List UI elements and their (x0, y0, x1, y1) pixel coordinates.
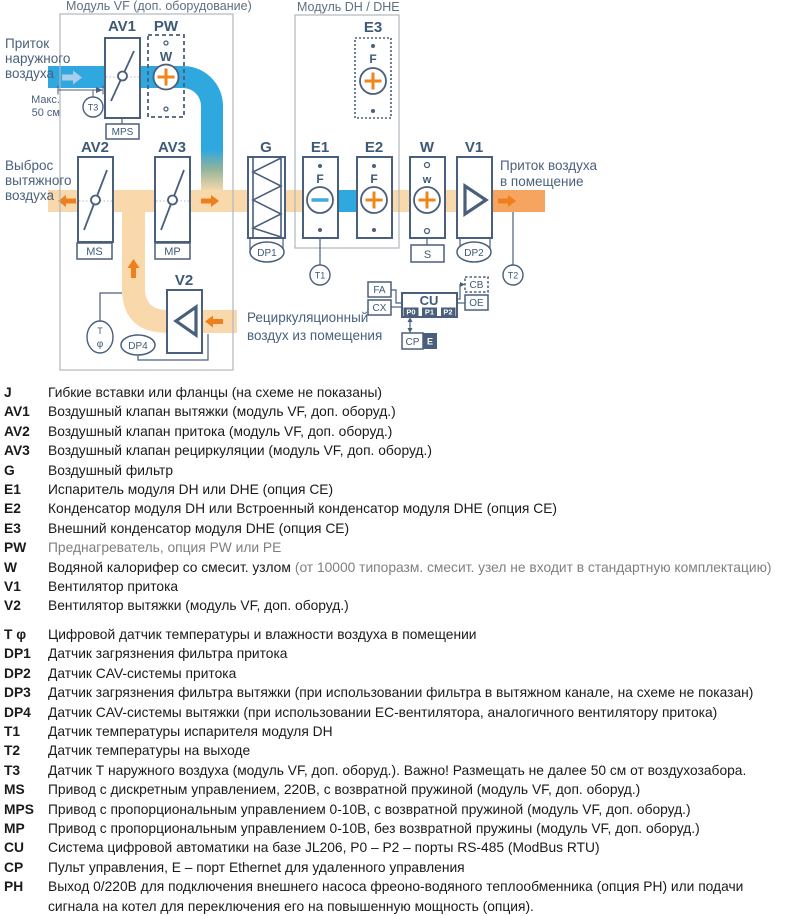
supply-label-line1: Приток воздуха (500, 158, 597, 173)
legend-key: J (4, 385, 12, 400)
legend-description: Датчик CAV-системы вытяжки (при использовании EC-вентилятора, аналогичного вентилятору притока) (48, 704, 718, 720)
label-av1: AV1 (107, 18, 137, 35)
label-v1: V1 (464, 139, 484, 156)
legend-row (4, 877, 794, 916)
legend-key: DP2 (4, 665, 31, 681)
legend-row (4, 800, 794, 819)
legend-description: Датчик CAV-системы притока (48, 665, 237, 681)
legend-description: Внешний конденсатор модуля DHE (опция CE) (48, 520, 350, 536)
legend-key: V1 (4, 579, 21, 595)
legend-description: Датчик загрязнения фильтра притока (48, 646, 288, 662)
e1-f-letter: F (316, 172, 324, 186)
legend-key: DP1 (4, 646, 31, 662)
damper-av3 (155, 157, 190, 242)
legend-description: Вентилятор притока (48, 579, 179, 595)
supply-fan-v1 (457, 157, 492, 238)
legend-row (4, 402, 794, 421)
damper-av2 (78, 157, 113, 242)
legend-description: Датчик температуры испарителя модуля DH (48, 723, 333, 739)
legend-key: MS (4, 782, 25, 798)
intake-label-line3: воздуха (5, 66, 55, 81)
fa-label: FA (373, 285, 386, 296)
label-w: W (419, 139, 435, 156)
legend-description: Воздушный клапан притока (модуль VF, доп. оборуд.) (48, 423, 393, 439)
legend-key: E3 (4, 520, 21, 536)
label-v2: V2 (174, 272, 194, 289)
sensor-t3-label: T3 (87, 102, 99, 113)
oe-label: OE (469, 298, 484, 309)
legend-row (4, 480, 794, 499)
condenser-e2 (357, 157, 392, 238)
intake-label-line1: Приток (5, 36, 50, 51)
legend-row (4, 422, 794, 441)
legend-key: Т φ (4, 626, 27, 642)
legend (0, 380, 800, 916)
exhaust-fan-v2 (167, 290, 202, 353)
legend-key: CU (4, 840, 24, 856)
legend-key: T2 (4, 743, 21, 759)
legend-row (4, 780, 794, 799)
legend-row (4, 644, 794, 663)
legend-key: AV1 (4, 404, 30, 420)
legend-row (4, 838, 794, 857)
label-av2: AV2 (80, 139, 110, 156)
recirc-label-line2: воздух из помещения (247, 328, 383, 343)
legend-key: AV2 (4, 423, 30, 439)
port-p0-label: P0 (406, 307, 416, 317)
max-distance-label-line1: Макс. (31, 94, 60, 106)
evaporator-e1 (303, 157, 338, 238)
mixing-unit-s-label: S (423, 249, 432, 261)
legend-key: G (4, 462, 15, 478)
legend-description (48, 538, 794, 557)
label-e1: E1 (310, 139, 330, 156)
legend-description: Воздушный фильтр (48, 462, 174, 478)
pw-w-letter: W (159, 49, 173, 64)
module-dh-title: Модуль DH / DHE (297, 0, 400, 14)
legend-description: Датчик загрязнения фильтра вытяжки (при использовании фильтра в вытяжном канале, на схеме не показан) (48, 685, 754, 701)
legend-description: Гибкие вставки или фланцы (на схеме не показаны) (48, 385, 382, 400)
preheater-pw (148, 35, 184, 117)
sensor-t-phi-phi: φ (96, 339, 104, 350)
port-p2-label: P2 (443, 307, 453, 317)
sensor-dp4-label: DP4 (128, 341, 148, 352)
e2-f-letter: F (370, 172, 378, 186)
sensor-dp2-label: DP2 (464, 248, 484, 259)
legend-description: Воздушный клапан вытяжки (модуль VF, доп. оборуд.) (48, 404, 396, 420)
legend-description: Вентилятор вытяжки (модуль VF, доп. оборуд.) (48, 598, 349, 614)
legend-row (4, 664, 794, 683)
legend-description: Пульт управления, Е – порт Ethernet для удаленного управления (48, 859, 465, 875)
label-e3: E3 (363, 19, 383, 36)
legend-description: Конденсатор модуля DH или Встроенный конденсатор модуля DHE (опция CE) (48, 501, 558, 517)
exhaust-label-line3: воздуха (5, 188, 55, 203)
legend-row (4, 558, 794, 577)
actuator-ms-label: MS (86, 246, 103, 258)
legend-key: E1 (4, 482, 21, 498)
legend-key: PH (4, 879, 24, 895)
legend-row (4, 625, 794, 644)
label-g: G (260, 139, 272, 156)
sensor-t1-label: T1 (314, 270, 326, 281)
max-distance-label-line2: 50 см (31, 107, 60, 119)
sensor-t-phi-t: Т (97, 326, 103, 336)
module-vf-title: Модуль VF (доп. оборудование) (66, 0, 252, 13)
cold-duct-segment-blue (338, 190, 357, 212)
port-p1-label: P1 (424, 307, 435, 317)
legend-key: MPS (4, 801, 34, 817)
legend-key: CP (4, 859, 24, 875)
legend-description: Привод с пропорциональным управлением 0-10В, без возвратной пружины (модуль VF, доп. оборуд.) (48, 820, 700, 836)
legend-key: MP (4, 820, 25, 836)
legend-key: DP4 (4, 704, 31, 720)
label-av3: AV3 (157, 139, 187, 156)
legend-row (4, 519, 794, 538)
legend-description: Испаритель модуля DH или DHE (опция CE) (48, 482, 334, 498)
water-heater-w (410, 157, 445, 238)
legend-key: W (4, 559, 18, 575)
legend-row (4, 441, 794, 460)
cu-label: CU (419, 293, 439, 308)
external-condenser-e3 (355, 38, 391, 118)
legend-description: Выход 0/220В для подключения внешнего насоса фреоно-водяного теплообменника (опция PH) или подачи сигнала на котел для переключения его на повышенную мощность (опция). (48, 879, 744, 914)
legend-row (4, 761, 794, 780)
legend-description: Водяной калорифер со смесит. узлом (от 10000 типоразм. смесит. узел не входит в стандартную комплектацию) (48, 559, 772, 575)
w-letter: w (422, 174, 432, 186)
legend-row (4, 577, 794, 596)
legend-key: AV3 (4, 443, 30, 459)
legend-description: Система цифровой автоматики на базе JL206, P0 – P2 – порты RS-485 (ModBus RTU) (48, 840, 600, 856)
legend-key: V2 (4, 598, 21, 614)
legend-description: Привод с пропорциональным управлением 0-10В, с возвратной пружиной (модуль VF, доп. оборуд.) (48, 801, 691, 817)
legend-row (4, 596, 794, 615)
cb-label: CB (469, 280, 484, 291)
legend-description: Привод с дискретным управлением, 220В, с возвратной пружиной (модуль VF, доп. оборуд.) (48, 782, 641, 798)
ethernet-port-label: E (426, 336, 434, 347)
legend-row (4, 858, 794, 877)
actuator-mps-label: MPS (111, 127, 134, 138)
actuator-mp-label: MP (164, 246, 181, 258)
exhaust-label-line2: вытяжного (5, 173, 72, 188)
legend-row (4, 461, 794, 480)
legend-row (4, 538, 794, 557)
exhaust-label-line1: Выброс (5, 158, 54, 173)
legend-row (4, 683, 794, 702)
legend-description: Воздушный клапан рециркуляции (модуль VF, доп. оборуд.) (48, 443, 432, 459)
legend-description-gray: (от 10000 типоразм. смесит. узел не входит в стандартную комплектацию) (294, 559, 772, 575)
supply-label-line2: в помещение (500, 174, 584, 189)
label-e2: E2 (364, 139, 384, 156)
legend-row (4, 741, 794, 760)
e3-f-letter: F (369, 52, 377, 66)
legend-key: E2 (4, 501, 21, 517)
sensor-t2-label: T2 (507, 270, 519, 281)
legend-row (4, 819, 794, 838)
legend-description: Датчик температуры на выходе (48, 743, 251, 759)
legend-key: DP3 (4, 685, 31, 701)
legend-description: Цифровой датчик температуры и влажности воздуха в помещении (48, 626, 477, 642)
sensor-dp1-label: DP1 (257, 248, 277, 259)
cx-label: CX (372, 303, 387, 314)
hvac-schematic-diagram (0, 0, 800, 380)
intake-label-line2: наружного (5, 51, 71, 66)
duct-blend-gradient (201, 150, 223, 191)
recirc-label-line1: Рециркуляционный (247, 310, 369, 325)
legend-key: PW (4, 540, 27, 556)
legend-row (4, 499, 794, 518)
damper-av1 (105, 38, 140, 118)
legend-row (4, 722, 794, 741)
label-pw: PW (153, 18, 179, 35)
legend-row (4, 383, 794, 402)
filter-g (248, 157, 285, 238)
legend-description-gray: Преднагреватель, опция PW или PE (48, 540, 282, 556)
legend-row (4, 703, 794, 722)
legend-key: T3 (4, 762, 21, 778)
cp-label: CP (405, 337, 420, 348)
legend-key: T1 (4, 723, 21, 739)
legend-description: Датчик Т наружного воздуха (модуль VF, доп. оборуд.). Важно! Размещать не далее 50 см от воздухозабора. (48, 762, 747, 778)
